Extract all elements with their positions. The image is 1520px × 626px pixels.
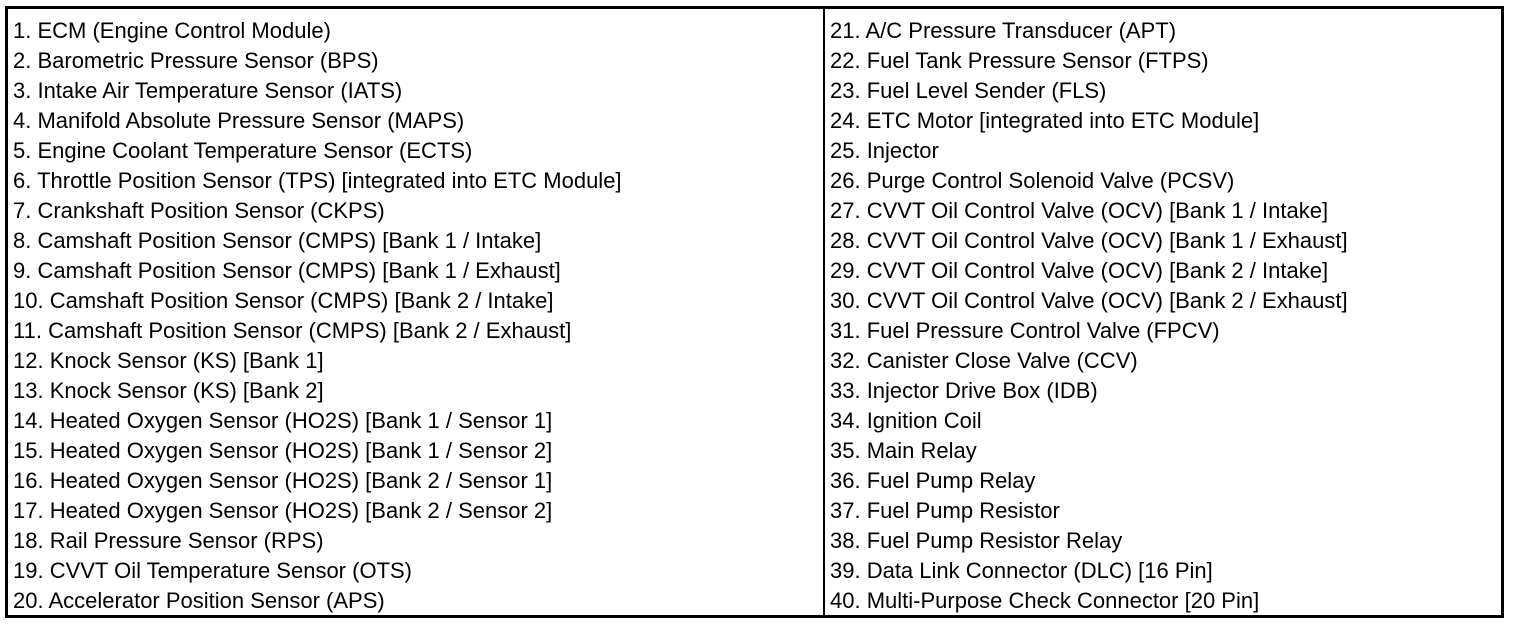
- legend-item: 3. Intake Air Temperature Sensor (IATS): [13, 78, 403, 103]
- legend-item: 16. Heated Oxygen Sensor (HO2S) [Bank 2 / Sensor 1]: [13, 468, 553, 493]
- legend-item: 17. Heated Oxygen Sensor (HO2S) [Bank 2 / Sensor 2]: [13, 498, 553, 523]
- legend-item: 23. Fuel Level Sender (FLS): [830, 78, 1107, 103]
- legend-item: 6. Throttle Position Sensor (TPS) [integrated into ETC Module]: [13, 168, 622, 193]
- legend-item: 19. CVVT Oil Temperature Sensor (OTS): [13, 558, 412, 583]
- legend-item: 31. Fuel Pressure Control Valve (FPCV): [830, 318, 1220, 343]
- legend-item: 32. Canister Close Valve (CCV): [830, 348, 1138, 373]
- legend-item: 39. Data Link Connector (DLC) [16 Pin]: [830, 558, 1213, 583]
- legend-item: 4. Manifold Absolute Pressure Sensor (MAPS): [13, 108, 465, 133]
- legend-item: 35. Main Relay: [830, 438, 977, 463]
- legend-item: 26. Purge Control Solenoid Valve (PCSV): [830, 168, 1235, 193]
- legend-item: 40. Multi-Purpose Check Connector [20 Pin]: [830, 588, 1260, 613]
- legend-item: 12. Knock Sensor (KS) [Bank 1]: [13, 348, 324, 373]
- legend-item: 15. Heated Oxygen Sensor (HO2S) [Bank 1 / Sensor 2]: [13, 438, 553, 463]
- legend-item: 20. Accelerator Position Sensor (APS): [13, 588, 385, 613]
- legend-item: 8. Camshaft Position Sensor (CMPS) [Bank 1 / Intake]: [13, 228, 542, 253]
- legend-item: 36. Fuel Pump Relay: [830, 468, 1036, 493]
- legend-item: 29. CVVT Oil Control Valve (OCV) [Bank 2 / Intake]: [830, 258, 1329, 283]
- legend-item: 28. CVVT Oil Control Valve (OCV) [Bank 1 / Exhaust]: [830, 228, 1348, 253]
- legend-item: 13. Knock Sensor (KS) [Bank 2]: [13, 378, 324, 403]
- legend-item: 9. Camshaft Position Sensor (CMPS) [Bank 1 / Exhaust]: [13, 258, 561, 283]
- legend-item: 37. Fuel Pump Resistor: [830, 498, 1060, 523]
- legend-item: 25. Injector: [830, 138, 939, 163]
- legend-item: 27. CVVT Oil Control Valve (OCV) [Bank 1 / Intake]: [830, 198, 1329, 223]
- legend-item: 1. ECM (Engine Control Module): [13, 18, 331, 43]
- legend-item: 33. Injector Drive Box (IDB): [830, 378, 1098, 403]
- legend-item: 21. A/C Pressure Transducer (APT): [830, 18, 1177, 43]
- legend-item: 18. Rail Pressure Sensor (RPS): [13, 528, 324, 553]
- legend-item: 14. Heated Oxygen Sensor (HO2S) [Bank 1 / Sensor 1]: [13, 408, 553, 433]
- legend-item: 7. Crankshaft Position Sensor (CKPS): [13, 198, 385, 223]
- legend-item: 34. Ignition Coil: [830, 408, 982, 433]
- legend-item: 30. CVVT Oil Control Valve (OCV) [Bank 2 / Exhaust]: [830, 288, 1348, 313]
- legend-left-column: [8, 9, 825, 615]
- legend-item: 10. Camshaft Position Sensor (CMPS) [Bank 2 / Intake]: [13, 288, 554, 313]
- legend-item: 2. Barometric Pressure Sensor (BPS): [13, 48, 379, 73]
- legend-item: 22. Fuel Tank Pressure Sensor (FTPS): [830, 48, 1209, 73]
- legend-item: 38. Fuel Pump Resistor Relay: [830, 528, 1123, 553]
- legend-item: 11. Camshaft Position Sensor (CMPS) [Bank 2 / Exhaust]: [13, 318, 572, 343]
- legend-right-column: [825, 9, 1501, 615]
- legend-item: 5. Engine Coolant Temperature Sensor (ECTS): [13, 138, 473, 163]
- component-legend-table: [5, 6, 1504, 618]
- legend-item: 24. ETC Motor [integrated into ETC Module]: [830, 108, 1260, 133]
